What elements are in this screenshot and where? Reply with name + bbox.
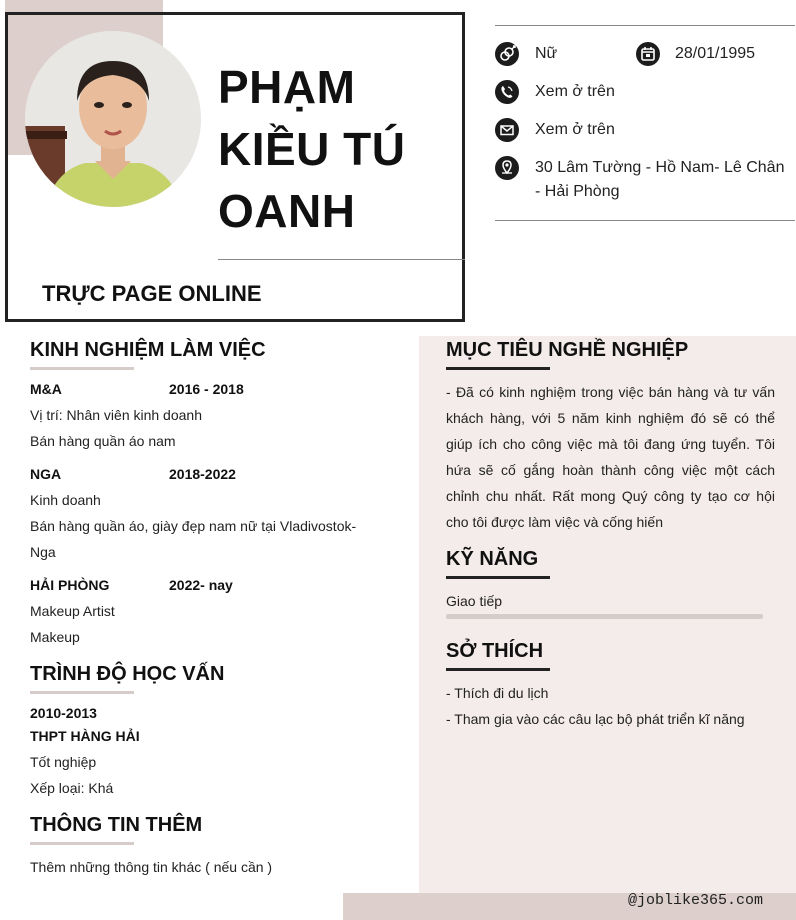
address-line-2: - Hải Phòng <box>535 183 620 200</box>
exp-2-desc-line-2: Nga <box>30 544 56 560</box>
calendar-icon <box>636 42 660 66</box>
name-line-1: PHẠM <box>218 61 356 113</box>
hobby-1: - Thích đi du lịch <box>446 685 549 701</box>
education-period: 2010-2013 <box>30 705 97 721</box>
skills-underline <box>446 576 550 579</box>
hobby-2: - Tham gia vào các câu lạc bộ phát triển kĩ năng <box>446 711 745 727</box>
additional-title: THÔNG TIN THÊM <box>30 814 203 836</box>
experience-underline <box>30 367 134 370</box>
objective-underline <box>446 367 550 370</box>
hobbies-title: SỞ THÍCH <box>446 640 544 662</box>
education-title: TRÌNH ĐỘ HỌC VẤN <box>30 663 225 685</box>
phone-icon <box>495 80 519 104</box>
gender-value: Nữ <box>535 45 558 62</box>
name-divider <box>218 259 465 260</box>
education-underline <box>30 691 134 694</box>
exp-3-company: HẢI PHÒNG <box>30 577 110 593</box>
skills-title: KỸ NĂNG <box>446 548 539 570</box>
additional-text: Thêm những thông tin khác ( nếu cần ) <box>30 859 273 875</box>
candidate-name <box>218 56 458 242</box>
exp-3-position: Makeup Artist <box>30 603 115 619</box>
exp-1-company: M&A <box>30 381 62 397</box>
objective-text: - Đã có kinh nghiệm trong việc bán hàng và tư vấn khách hàng, với 5 năm kinh nghiệm đó sẽ có thể giúp ích cho công việc mà tôi đang ứng tuyển. Tôi hứa sẽ cố gắng hoàn thành công việc một cách chỉnh chu nhất. Rất mong Quý công ty tạo cơ hội cho tôi được làm việc và cống hiến <box>446 384 775 530</box>
exp-2-desc-line-1: Bán hàng quần áo, giày đẹp nam nữ tại Vladivostok- <box>30 518 357 534</box>
experience-title: KINH NGHIỆM LÀM VIỆC <box>30 339 266 361</box>
skill-1-bar <box>446 614 763 619</box>
contact-divider-bottom <box>495 220 795 221</box>
mail-icon <box>495 118 519 142</box>
additional-underline <box>30 842 134 845</box>
address-line-1: 30 Lâm Tường - Hồ Nam- Lê Chân <box>535 159 785 176</box>
exp-1-desc: Bán hàng quần áo nam <box>30 433 176 449</box>
exp-3-desc: Makeup <box>30 629 80 645</box>
education-grade: Xếp loại: Khá <box>30 780 114 796</box>
footer-watermark: @joblike365.com <box>628 892 764 909</box>
skill-1-name: Giao tiếp <box>446 593 503 609</box>
exp-2-period: 2018-2022 <box>169 466 236 482</box>
education-school: THPT HÀNG HẢI <box>30 728 140 744</box>
gender-icon <box>495 42 519 66</box>
exp-2-company: NGA <box>30 466 62 482</box>
education-status: Tốt nghiệp <box>30 754 97 770</box>
exp-1-position: Vị trí: Nhân viên kinh doanh <box>30 407 202 423</box>
job-title: TRỰC PAGE ONLINE <box>42 281 262 306</box>
avatar <box>25 31 201 207</box>
objective-title: MỤC TIÊU NGHỀ NGHIỆP <box>446 339 689 361</box>
birthday-value: 28/01/1995 <box>675 45 756 62</box>
exp-1-period: 2016 - 2018 <box>169 381 244 397</box>
location-pin-icon <box>495 156 519 180</box>
exp-3-period: 2022- nay <box>169 577 233 593</box>
email-value: Xem ở trên <box>535 121 615 138</box>
phone-value: Xem ở trên <box>535 83 615 100</box>
name-line-3: OANH <box>218 185 356 237</box>
name-line-2: KIỀU TÚ <box>218 123 406 175</box>
hobbies-underline <box>446 668 550 671</box>
exp-2-position: Kinh doanh <box>30 492 101 508</box>
contact-divider-top <box>495 25 795 26</box>
avatar-photo <box>25 31 201 207</box>
